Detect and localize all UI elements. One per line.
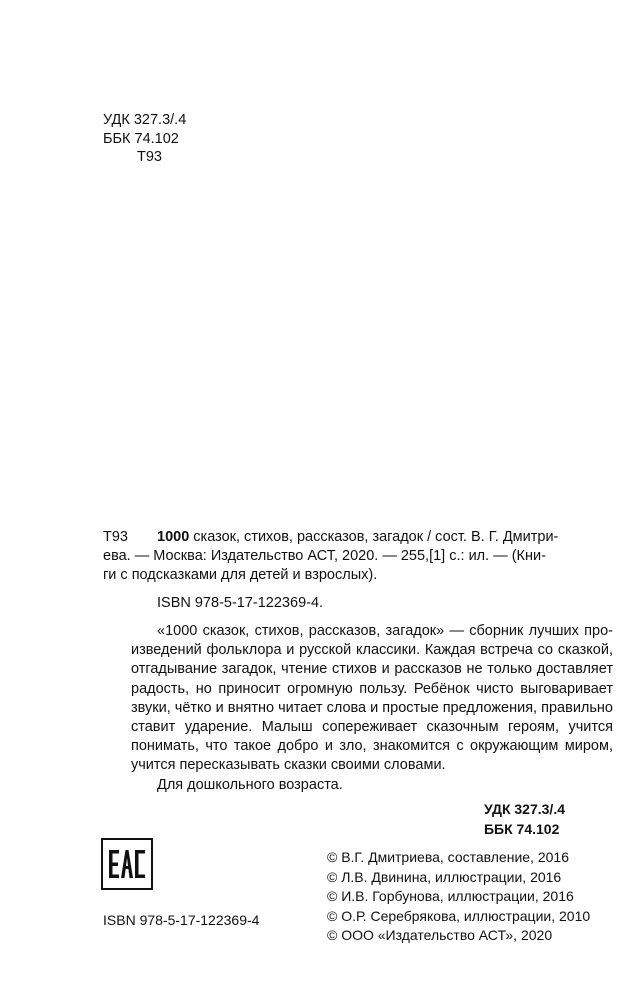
card-title-bold: 1000 <box>157 529 190 545</box>
copyright-line: © О.Р. Серебрякова, иллюстрации, 2010 <box>327 907 591 924</box>
eac-logo-icon <box>101 838 153 890</box>
copyright-line: © В.Г. Дмитриева, составление, 2016 <box>327 849 569 865</box>
card-title-line <box>157 528 597 547</box>
bbk-code: ББК 74.102 <box>103 130 179 147</box>
copyright-line: © И.В. Горбунова, иллюстрации, 2016 <box>327 888 574 904</box>
author-mark: Т93 <box>137 149 162 165</box>
card-isbn: ISBN 978-5-17-122369-4. <box>157 595 324 611</box>
udk-code: УДК 327.3/.4 <box>103 112 187 128</box>
udk-code-bottom: УДК 327.3/.4 <box>483 801 565 817</box>
copyright-line: © Л.В. Двинина, иллюстрации, 2016 <box>327 868 562 885</box>
eac-certification-icon <box>101 838 153 890</box>
isbn-bottom: ISBN 978-5-17-122369-4 <box>103 912 260 928</box>
card-title-rest: сказок, стихов, рассказов, загадок / сост. В. Г. Дмитри- <box>189 529 559 545</box>
classification-top <box>103 111 186 167</box>
card-age-rating: Для дошкольного возраста. <box>157 776 343 793</box>
bbk-code-bottom: ББК 74.102 <box>483 821 560 837</box>
copyright-list <box>327 848 590 946</box>
classification-bottom <box>484 799 565 839</box>
annotation-text: «1000 сказок, стихов, рассказов, загадок» — сборник лучших про-изведений фольклора и русской классики. Каждая встреча со сказкой, отгадывание загадок, чтение стихов и рассказов не только доставляет радость, но приносит огромную пользу. Ребёнок чисто выговаривает звуки, чётко и внятно читает слова и простые предложения, правильно ставит ударение. Малыш сопереживает сказочным героям, учится понимать, что такое добро и зло, знакомится с окружающим миром, учится пересказывать сказки своими словами. <box>131 623 613 774</box>
card-line-3: ги с подсказками для детей и взрослых). <box>103 567 378 583</box>
copyright-line: © ООО «Издательство АСТ», 2020 <box>327 927 553 943</box>
card-annotation <box>131 622 613 776</box>
card-line-2: ева. — Москва: Издательство АСТ, 2020. — 255,[1] с.: ил. — (Кни- <box>103 548 546 564</box>
card-author-mark: Т93 <box>103 529 128 545</box>
